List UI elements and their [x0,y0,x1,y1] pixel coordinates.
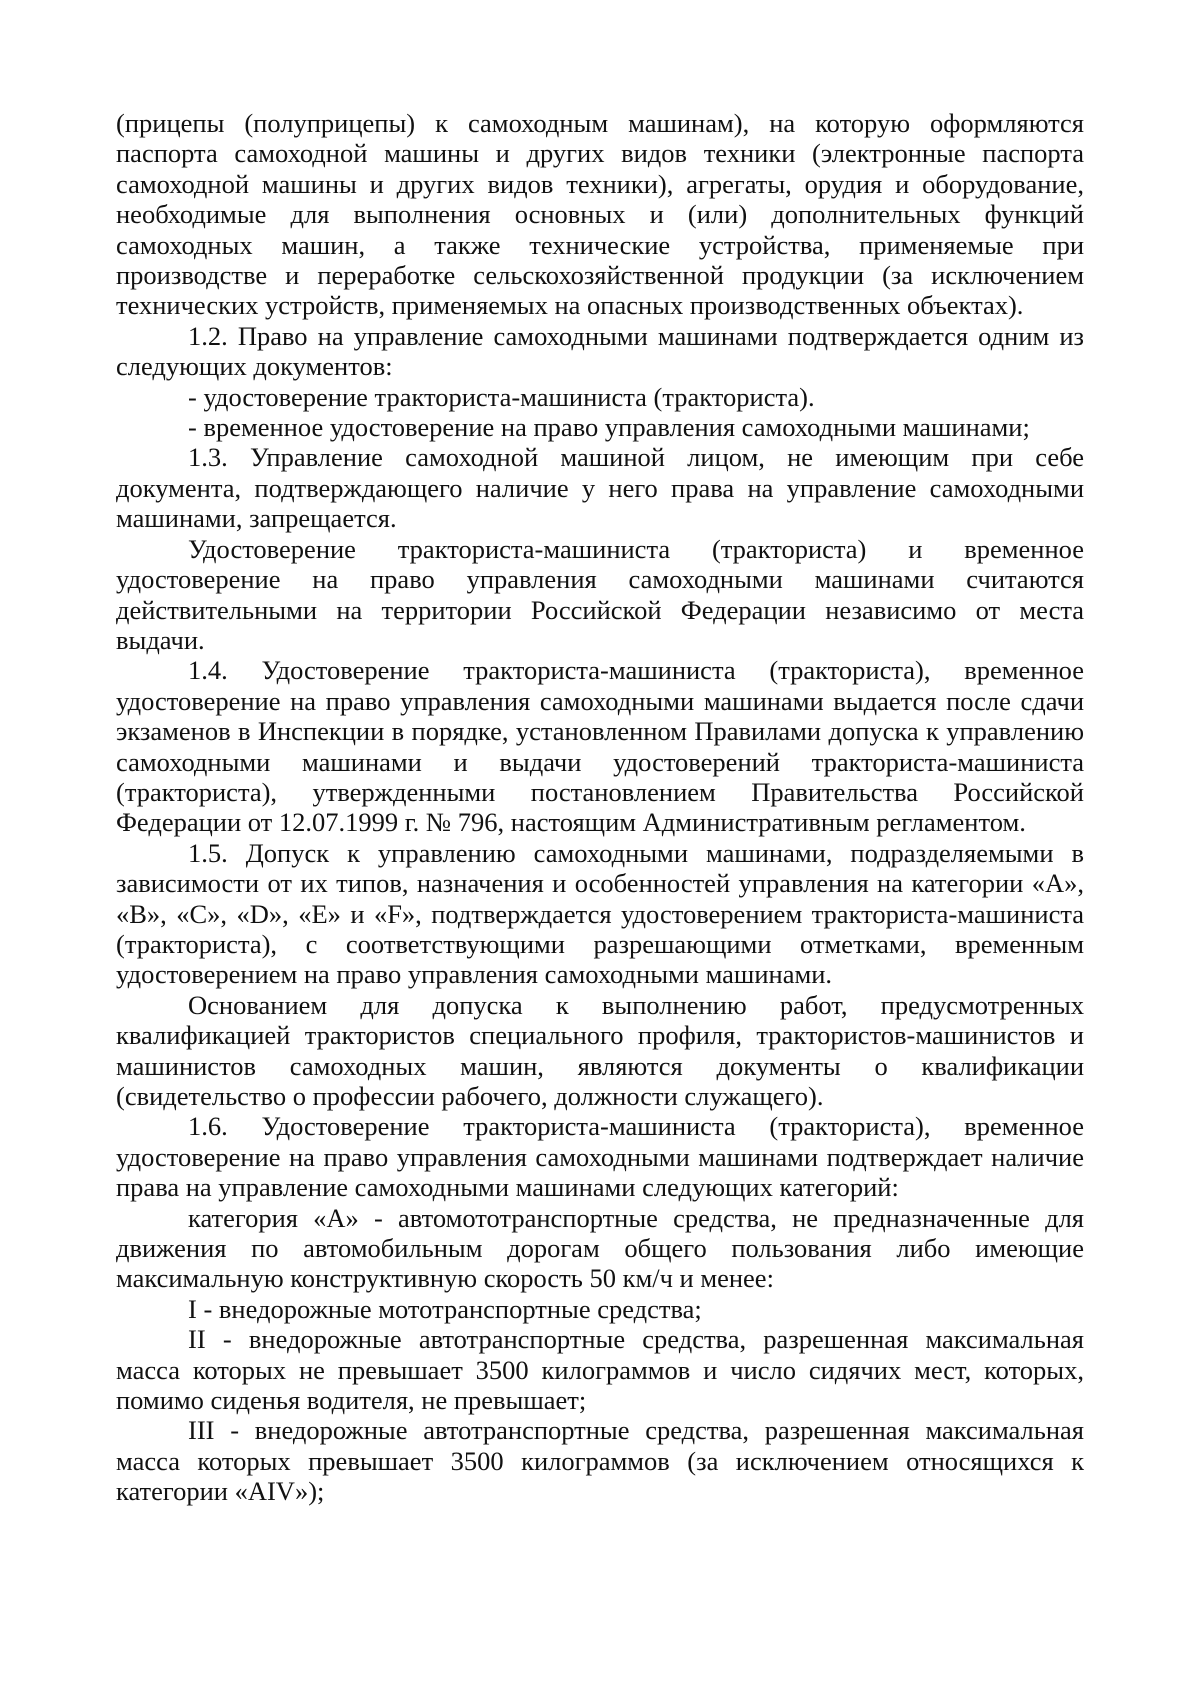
paragraph-validity: Удостоверение тракториста-машиниста (тракториста) и временное удостоверение на право управления самоходными машинами считаются действительными на территории Российской Федерации независимо от места выдачи. [116,533,1084,655]
subcategory-i: I - внедорожные мототранспортные средства; [188,1293,702,1324]
subcategory-ii: II - внедорожные автотранспортные средства, разрешенная максимальная масса которых не превышает 3500 килограммов и число сидячих мест, которых, помимо сиденья водителя, не превышает; [116,1324,1084,1416]
paragraph-1-6: 1.6. Удостоверение тракториста-машиниста (тракториста), временное удостоверение на право управления самоходными машинами подтверждает наличие права на управление самоходными машинами следующих категорий: [116,1111,1084,1203]
document-page [116,108,1084,1507]
list-item-temporary-license: - временное удостоверение на право управления самоходными машинами; [188,412,1030,443]
paragraph-scope-continuation: (прицепы (полуприцепы) к самоходным машинам), на которую оформляются паспорта самоходной машины и других видов техники (электронные паспорта самоходной машины и других видов техники), агрегаты, орудия и оборудование, необходимые для выполнения основных и (или) дополнительных функций самоходных машин, а также технические устройства, применяемые при производстве и переработке сельскохозяйственной продукции (за исключением технических устройств, применяемых на опасных производственных объектах). [116,108,1084,321]
subcategory-iii: III - внедорожные автотранспортные средства, разрешенная максимальная масса которых превышает 3500 килограммов (за исключением относящихся к категории «AIV»); [116,1415,1084,1507]
paragraph-qualification: Основанием для допуска к выполнению работ, предусмотренных квалификацией трактористов специального профиля, трактористов-машинистов и машинистов самоходных машин, являются документы о квалификации (свидетельство о профессии рабочего, должности служащего). [116,989,1084,1111]
list-item-tractor-license: - удостоверение тракториста-машиниста (тракториста). [188,381,815,412]
paragraph-1-3: 1.3. Управление самоходной машиной лицом, не имеющим при себе документа, подтверждающего наличие у него права на управление самоходными машинами, запрещается. [116,442,1084,534]
paragraph-1-2: 1.2. Право на управление самоходными машинами подтверждается одним из следующих документов: [116,320,1084,382]
paragraph-1-4: 1.4. Удостоверение тракториста-машиниста (тракториста), временное удостоверение на право управления самоходными машинами выдается после сдачи экзаменов в Инспекции в порядке, установленном Правилами допуска к управлению самоходными машинами и выдачи удостоверений тракториста-машиниста (тракториста), утвержденными постановлением Правительства Российской Федерации от 12.07.1999 г. № 796, настоящим Административным регламентом. [116,655,1084,838]
paragraph-1-5: 1.5. Допуск к управлению самоходными машинами, подразделяемыми в зависимости от их типов, назначения и особенностей управления на категории «А», «B», «C», «D», «E» и «F», подтверждается удостоверением тракториста-машиниста (тракториста), с соответствующими разрешающими отметками, временным удостоверением на право управления самоходными машинами. [116,837,1084,990]
category-a-definition: категория «A» - автомототранспортные средства, не предназначенные для движения по автомобильным дорогам общего пользования либо имеющие максимальную конструктивную скорость 50 км/ч и менее: [116,1202,1084,1294]
